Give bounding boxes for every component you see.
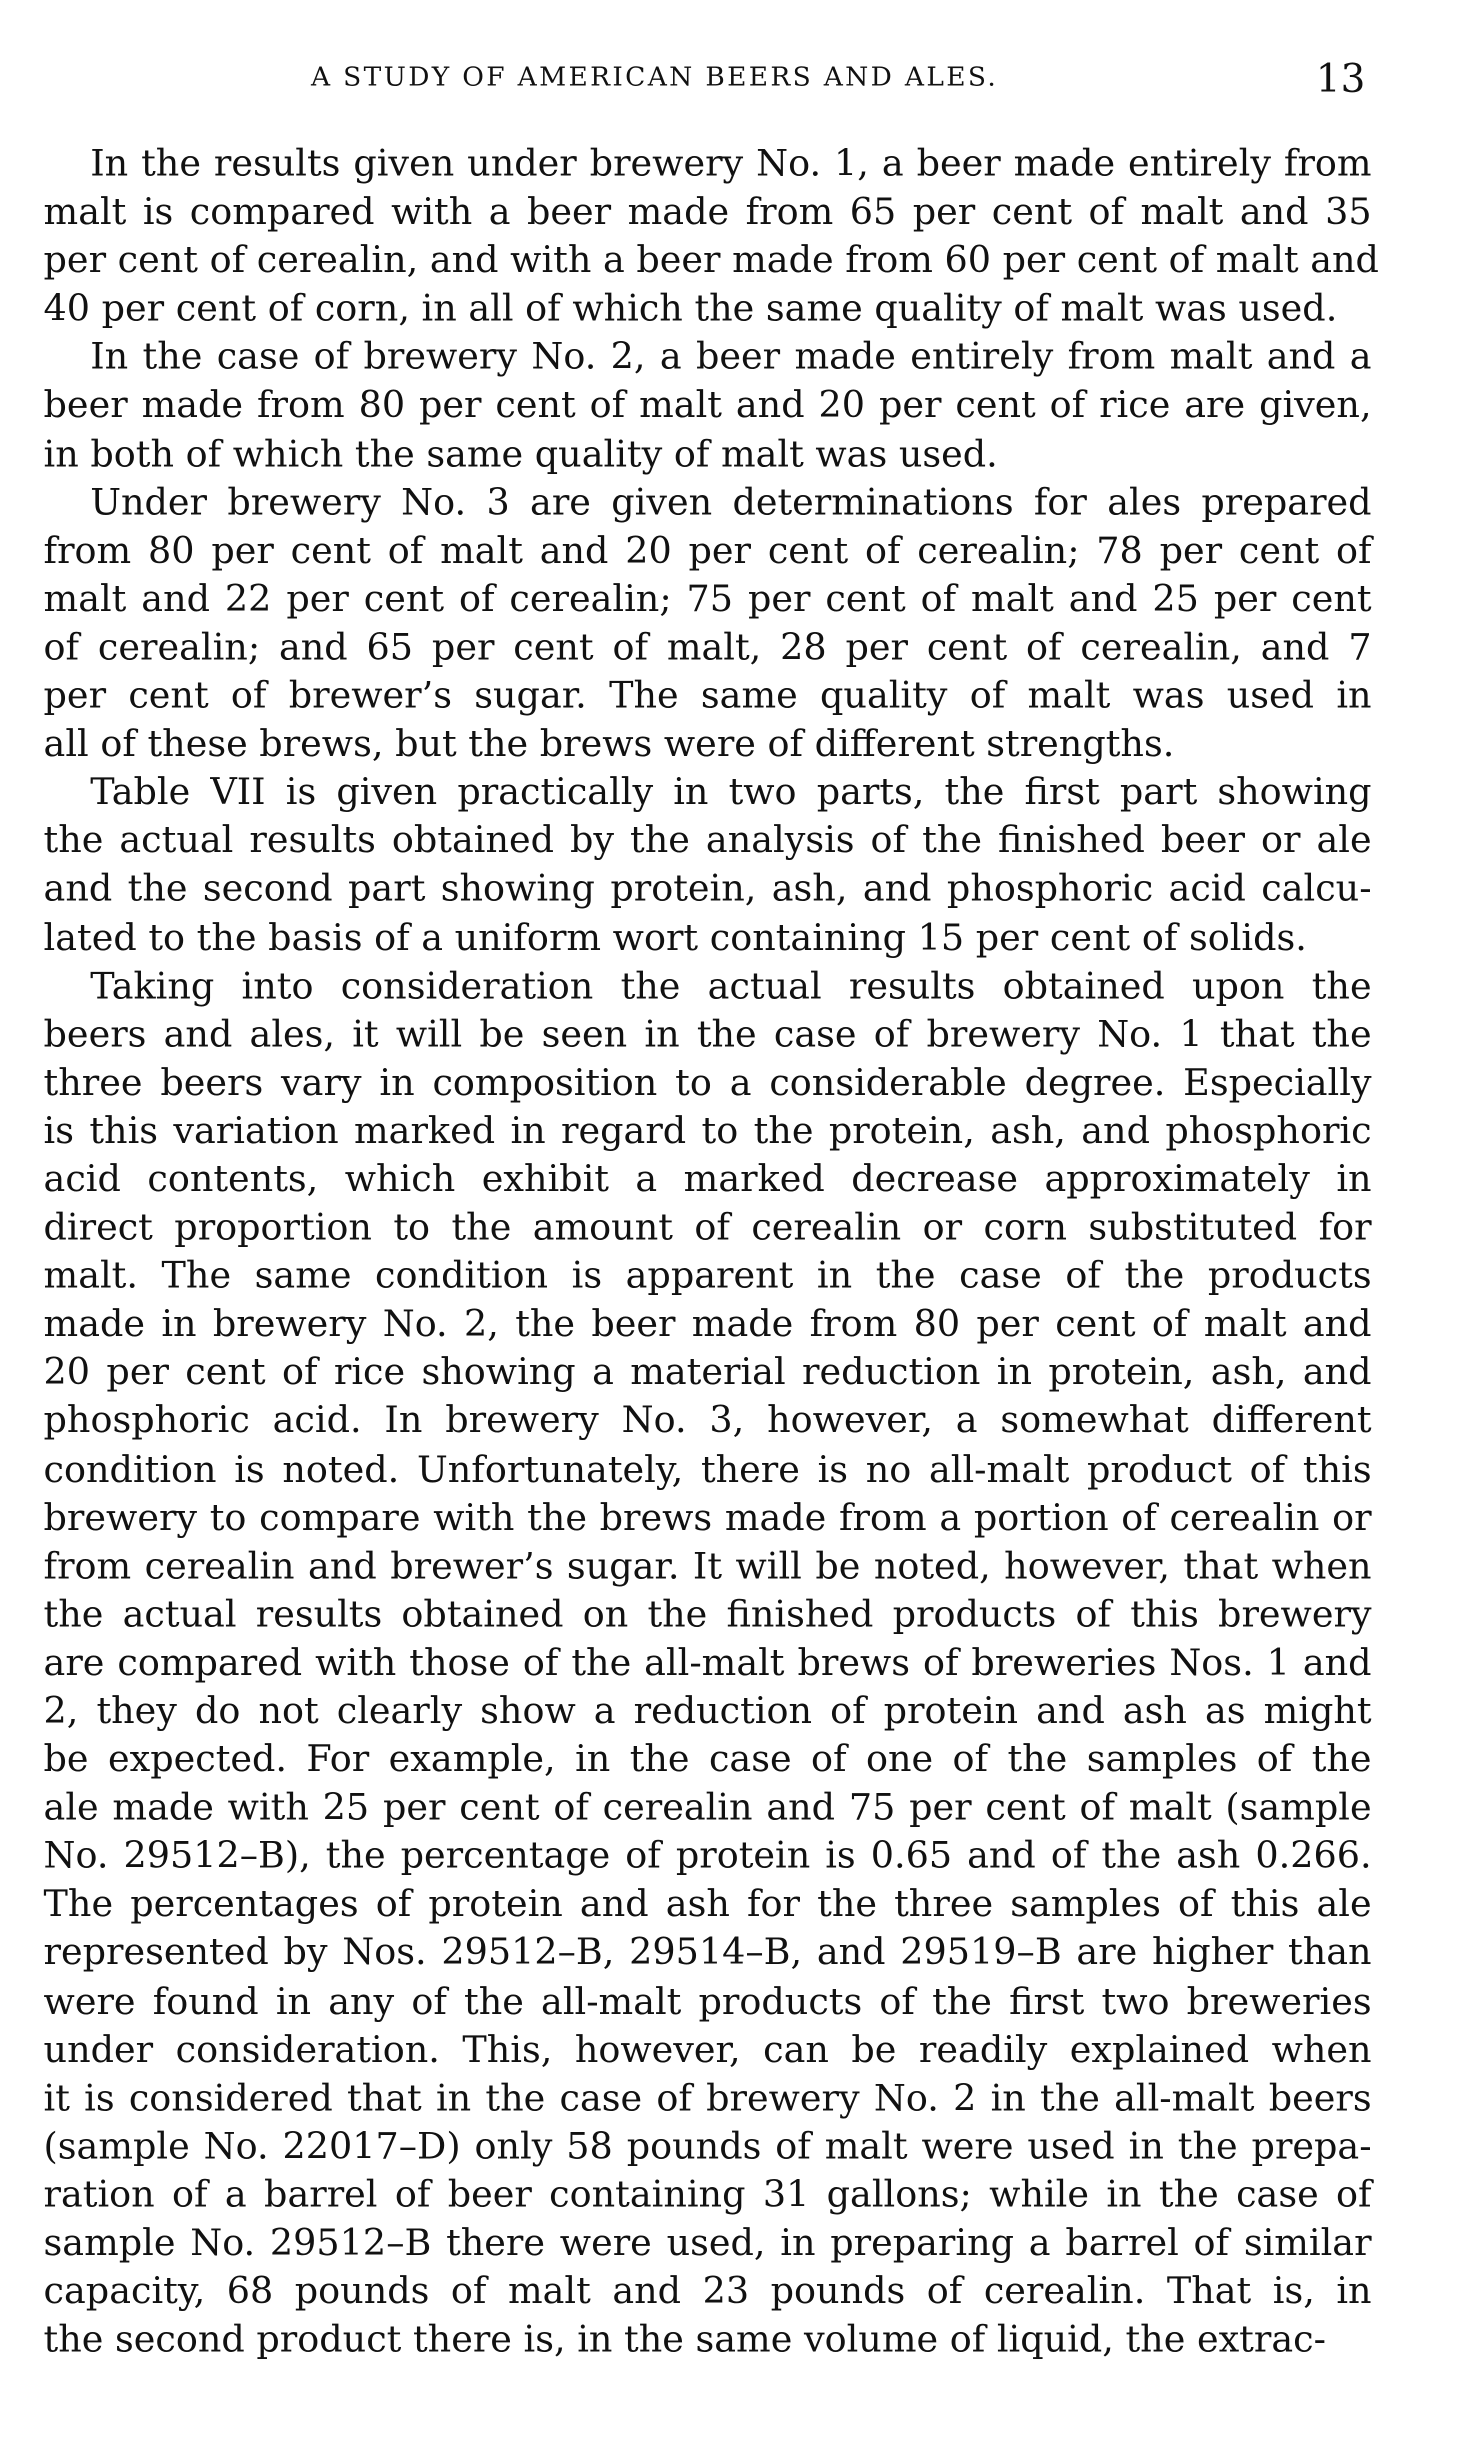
text-line: Table VII is given practically in two parts, the first part showing — [90, 770, 1372, 814]
text-line: from 80 per cent of malt and 20 per cent of cerealin; 78 per cent of — [43, 528, 1372, 572]
paragraph — [44, 333, 1372, 478]
text-line: per cent of cerealin, and with a beer made from 60 per cent of malt and — [43, 238, 1379, 282]
text-line: ale made with 25 per cent of cerealin and 75 per cent of malt (sample — [43, 1785, 1372, 1830]
text-line: In the case of brewery No. 2, a beer made entirely from malt and a — [90, 334, 1372, 379]
text-line: In the results given under brewery No. 1, a beer made entirely from — [90, 141, 1372, 186]
text-line: beers and ales, it will be seen in the case of brewery No. 1 that the — [43, 1011, 1372, 1056]
page-header — [62, 56, 1381, 106]
text-line: is this variation marked in regard to the protein, ash, and phosphoric — [43, 1108, 1372, 1153]
text-line: lated to the basis of a uniform wort containing 15 per cent of solids. — [43, 915, 1307, 959]
paragraph — [44, 769, 1372, 962]
text-line: brewery to compare with the brews made from a portion of cerealin or — [43, 1495, 1372, 1539]
text-line: 2, they do not clearly show a reduction of protein and ash as might — [43, 1688, 1372, 1733]
text-line: from cerealin and brewer’s sugar. It will be noted, however, that when — [43, 1543, 1372, 1588]
paragraph — [44, 962, 1372, 2364]
text-line: are compared with those of the all-malt brews of breweries Nos. 1 and — [43, 1640, 1372, 1685]
text-line: in both of which the same quality of malt was used. — [43, 431, 998, 476]
text-line: sample No. 29512–B there were used, in preparing a barrel of similar — [43, 2220, 1372, 2265]
text-line: were found in any of the all-malt products of the first two breweries — [43, 1978, 1372, 2023]
text-line: malt and 22 per cent of cerealin; 75 per cent of malt and 25 per cent — [43, 576, 1372, 621]
text-line: under consideration. This, however, can be readily explained when — [43, 2027, 1372, 2071]
text-line: The percentages of protein and ash for the three samples of this ale — [43, 1882, 1372, 1926]
text-line: 20 per cent of rice showing a material reduction in protein, ash, and — [43, 1350, 1372, 1394]
paragraph — [44, 478, 1372, 768]
text-line: direct proportion to the amount of cerealin or corn substituted for — [43, 1205, 1372, 1249]
text-line: all of these brews, but the brews were of different strengths. — [43, 721, 1175, 766]
text-line: No. 29512–B), the percentage of protein is 0.65 and of the ash 0.266. — [43, 1833, 1372, 1878]
text-line: beer made from 80 per cent of malt and 20 per cent of rice are given, — [43, 383, 1372, 427]
text-line: made in brewery No. 2, the beer made from 80 per cent of malt and — [43, 1301, 1372, 1346]
text-line: the second product there is, in the same volume of liquid, the extrac- — [43, 2317, 1326, 2361]
text-line: 40 per cent of corn, in all of which the same quality of malt was used. — [43, 286, 1338, 331]
body-text — [43, 140, 1379, 2364]
text-line: acid contents, which exhibit a marked decrease approximately in — [43, 1156, 1372, 1201]
text-line: the actual results obtained on the finished products of this brewery — [43, 1592, 1372, 1636]
text-line: Taking into consideration the actual results obtained upon the — [90, 963, 1372, 1008]
running-head: A STUDY OF AMERICAN BEERS AND ALES. — [311, 62, 999, 94]
text-line: of cerealin; and 65 per cent of malt, 28 per cent of cerealin, and 7 — [43, 625, 1372, 669]
text-line: and the second part showing protein, ash, and phosphoric acid calcu- — [43, 866, 1372, 911]
text-line: condition is noted. Unfortunately, there is no all-malt product of this — [43, 1447, 1372, 1491]
text-line: three beers vary in composition to a considerable degree. Especially — [43, 1060, 1372, 1104]
paragraph — [43, 140, 1379, 333]
text-line: be expected. For example, in the case of one of the samples of the — [43, 1737, 1372, 1781]
text-line: per cent of brewer’s sugar. The same quality of malt was used in — [43, 673, 1372, 717]
text-line: capacity, 68 pounds of malt and 23 pounds of cerealin. That is, in — [43, 2269, 1372, 2313]
text-line: it is considered that in the case of brewery No. 2 in the all-malt beers — [43, 2075, 1372, 2120]
text-line: (sample No. 22017–D) only 58 pounds of malt were used in the prepa- — [43, 2124, 1372, 2168]
text-line: phosphoric acid. In brewery No. 3, however, a somewhat different — [43, 1398, 1372, 1443]
text-line: Under brewery No. 3 are given determinations for ales prepared — [90, 479, 1372, 524]
text-line: ration of a barrel of beer containing 31 gallons; while in the case of — [43, 2172, 1372, 2216]
text-line: malt is compared with a beer made from 65 per cent of malt and 35 — [43, 189, 1372, 234]
text-line: the actual results obtained by the analysis of the finished beer or ale — [43, 818, 1372, 863]
page-number: 13 — [1315, 55, 1366, 102]
text-line: represented by Nos. 29512–B, 29514–B, and 29519–B are higher than — [43, 1930, 1372, 1975]
text-line: malt. The same condition is apparent in the case of the products — [43, 1253, 1372, 1298]
